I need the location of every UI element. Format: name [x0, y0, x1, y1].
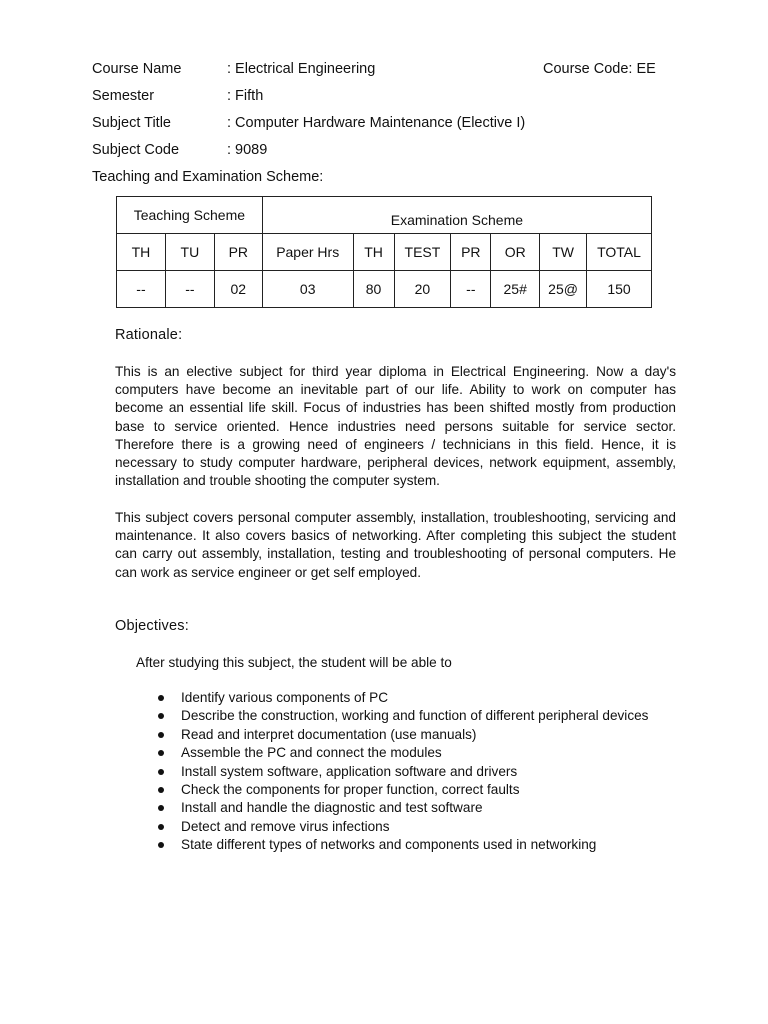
bullet-icon — [158, 750, 164, 756]
bullet-icon — [158, 842, 164, 848]
course-code: Course Code: EE — [543, 61, 656, 77]
list-item-text: Assemble the PC and connect the modules — [181, 745, 442, 761]
bullet-icon — [158, 769, 164, 775]
column-header: TH — [117, 234, 166, 271]
teaching-scheme-header: Teaching Scheme — [117, 197, 263, 234]
bullet-icon — [158, 787, 164, 793]
column-header: PR — [451, 234, 491, 271]
course-name-label: Course Name — [92, 61, 182, 77]
rationale-title: Rationale: — [115, 327, 183, 343]
course-name-value: : Electrical Engineering — [227, 61, 376, 77]
column-header: PR — [214, 234, 262, 271]
subject-title-label: Subject Title — [92, 115, 171, 131]
list-item-text: State different types of networks and components used in networking — [181, 837, 597, 853]
column-header: OR — [491, 234, 540, 271]
column-header: TH — [353, 234, 394, 271]
subject-code-value: : 9089 — [227, 142, 268, 158]
subject-code-label: Subject Code — [92, 142, 180, 158]
bullet-icon — [158, 732, 164, 738]
list-item — [158, 800, 676, 817]
list-item-text: Detect and remove virus infections — [181, 818, 390, 834]
list-item — [158, 819, 676, 836]
semester-value: : Fifth — [227, 88, 264, 104]
column-header: TEST — [394, 234, 451, 271]
list-item — [158, 708, 676, 725]
objectives-title: Objectives: — [115, 618, 189, 634]
objectives-list — [158, 690, 676, 856]
scheme-heading: Teaching and Examination Scheme: — [92, 169, 324, 185]
table-cell: 80 — [353, 271, 394, 308]
semester-label: Semester — [92, 88, 155, 104]
column-header: TW — [540, 234, 587, 271]
list-item — [158, 690, 676, 707]
table-cell: -- — [451, 271, 491, 308]
scheme-table — [116, 196, 652, 308]
examination-scheme-header: Examination Scheme — [262, 197, 651, 234]
bullet-icon — [158, 824, 164, 830]
column-header: TOTAL — [587, 234, 652, 271]
table-cell: 150 — [587, 271, 652, 308]
list-item-text: Identify various components of PC — [181, 690, 389, 705]
list-item-text: Read and interpret documentation (use manuals) — [181, 726, 477, 742]
table-cell: 25# — [491, 271, 540, 308]
column-header: Paper Hrs — [262, 234, 353, 271]
bullet-icon — [158, 805, 164, 811]
list-item — [158, 782, 676, 799]
table-cell: -- — [165, 271, 214, 308]
bullet-icon — [158, 695, 164, 701]
rationale-paragraph-2: This subject covers personal computer assembly, installation, troubleshooting, servicing and maintenance. It also covers basics of networking. After completing this subject the student can carry out assembly, installation, testing and troubleshooting of personal computers. He can work as service engineer or get self employed. — [115, 510, 676, 580]
table-cell: -- — [117, 271, 166, 308]
subject-title-value: : Computer Hardware Maintenance (Elective I) — [227, 115, 526, 131]
table-cell: 20 — [394, 271, 451, 308]
rationale-paragraph-1: This is an elective subject for third year diploma in Electrical Engineering. Now a day's computers have become an inevitable part of our life. Ability to work on computer has become an essential life skill. Focus of industries has been shifted mostly from production base to service oriented. Hence industries need persons suitable for service sector. Therefore there is a growing need of engineers / technicians in this field. Hence, it is necessary to study computer hardware, peripheral devices, network equipment, assembly, installation and trouble shooting the computer system. — [115, 364, 676, 489]
list-item — [158, 727, 676, 744]
list-item-text: Install and handle the diagnostic and test software — [181, 800, 483, 816]
table-cell: 03 — [262, 271, 353, 308]
list-item — [158, 764, 676, 781]
list-item-text: Describe the construction, working and function of different peripheral devices — [181, 708, 649, 724]
bullet-icon — [158, 713, 164, 719]
list-item — [158, 745, 676, 762]
table-cell: 25@ — [540, 271, 587, 308]
table-cell: 02 — [214, 271, 262, 308]
column-header: TU — [165, 234, 214, 271]
list-item-text: Check the components for proper function, correct faults — [181, 781, 520, 797]
list-item — [158, 837, 676, 854]
objectives-intro: After studying this subject, the student will be able to — [136, 655, 452, 670]
list-item-text: Install system software, application software and drivers — [181, 763, 518, 779]
